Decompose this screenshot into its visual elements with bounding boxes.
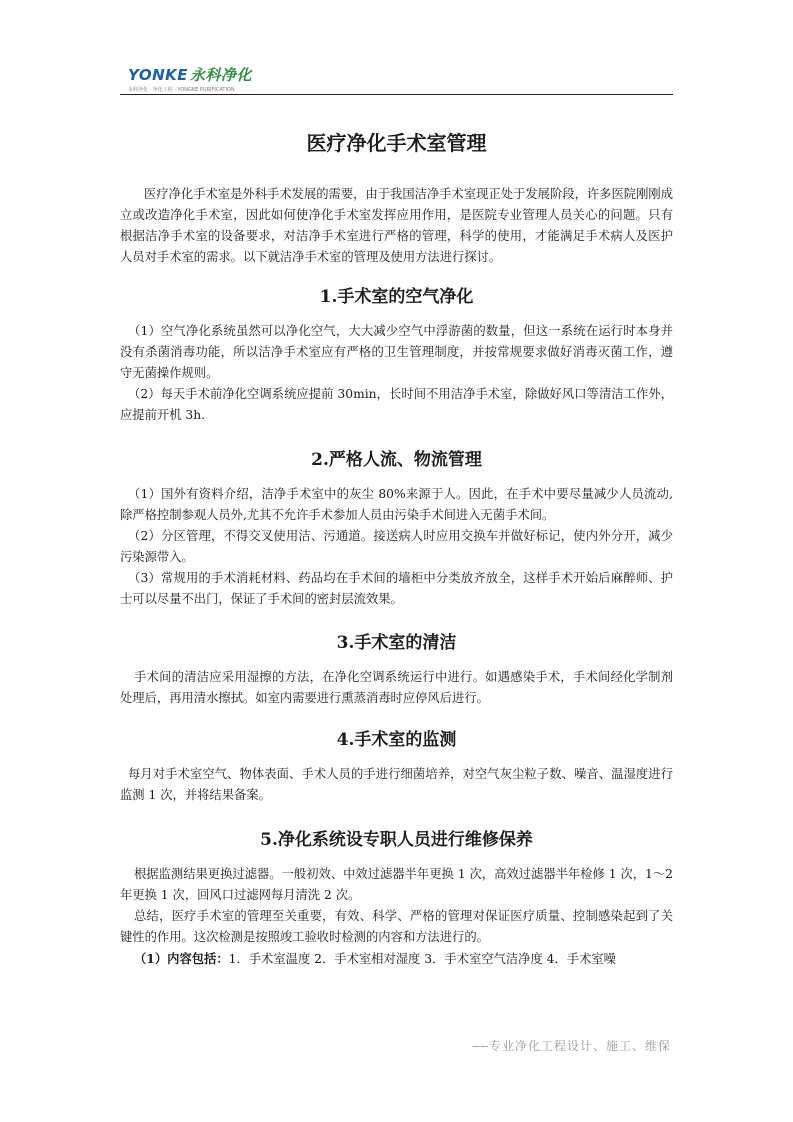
page-header xyxy=(120,60,673,95)
document-body xyxy=(120,126,673,970)
section-2-paragraph-3: （3）常规用的手术消耗材料、药品均在手术间的墙柜中分类放齐放全，这样手术开始后麻醉师、护士可以尽量不出门，保证了手术间的密封层流效果。 xyxy=(120,571,673,606)
section-5-paragraph-2: 总结，医疗手术室的管理至关重要，有效、科学、严格的管理对保证医疗质量、控制感染起到了关键性的作用。这次检测是按照竣工验收时检测的内容和方法进行的。 xyxy=(120,909,673,944)
section-4-paragraph-1: 每月对手术室空气、物体表面、手术人员的手进行细菌培养，对空气灰尘粒子数、噪音、温湿度进行监测 1 次，并将结果备案。 xyxy=(120,767,673,802)
intro-paragraph: 医疗净化手术室是外科手术发展的需要，由于我国洁净手术室现正处于发展阶段，许多医院刚刚成立或改造净化手术室，因此如何使净化手术室发挥应用作用，是医院专业管理人员关心的问题。只有根据洁净手术室的设备要求，对洁净手术室进行严格的管理，科学的使用，才能满足手术病人及医护人员对手术室的需求。以下就洁净手术室的管理及使用方法进行探讨。 xyxy=(120,187,673,264)
content-list-text: 1．手术室温度 2．手术室相对湿度 3．手术室空气洁净度 4．手术室噪 xyxy=(228,952,616,966)
logo-subtitle: 永科净化 · 净化工程 · YONGKE PURIFICATION xyxy=(128,87,235,93)
section-heading-monitoring: 4.手术室的监测 xyxy=(336,730,457,750)
section-heading-maintenance: 5.净化系统设专职人员进行维修保养 xyxy=(260,830,533,850)
logo-text-en: YONKE xyxy=(128,66,189,84)
section-3-paragraph-1: 手术间的清洁应采用湿擦的方法，在净化空调系统运行中进行。如遇感染手术，手术间经化学制剂处理后，再用清水擦拭。如室内需要进行熏蒸消毒时应停风后进行。 xyxy=(120,670,673,705)
content-list-label: （1）内容包括： xyxy=(134,951,229,966)
footer-tagline: ——专业净化工程设计、施工、维保 xyxy=(472,1039,671,1053)
company-logo xyxy=(128,64,252,93)
logo-text-cn: 永科净化 xyxy=(190,66,253,84)
section-heading-flow-management: 2.严格人流、物流管理 xyxy=(311,450,482,470)
section-1-paragraph-1: （1）空气净化系统虽然可以净化空气，大大减少空气中浮游菌的数量，但这一系统在运行时本身并没有杀菌消毒功能，所以洁净手术室应有严格的卫生管理制度，并按常规要求做好消毒灭菌工作，遵守无菌操作规则。 xyxy=(120,324,673,380)
section-5-paragraph-1: 根据监测结果更换过滤器。一般初效、中效过滤器半年更换 1 次，高效过滤器半年检修 1 次，1～2 年更换 1 次，回风口过滤网每月清洗 2 次。 xyxy=(120,867,673,902)
section-2-paragraph-1: （1）国外有资料介绍，洁净手术室中的灰尘 80%来源于人。因此，在手术中要尽量减少人员流动,除严格控制参观人员外,尤其不允许手术参加人员由污染手术间进入无菌手术间。 xyxy=(120,487,673,522)
document-title: 医疗净化手术室管理 xyxy=(306,131,487,155)
section-1-paragraph-2: （2）每天手术前净化空调系统应提前 30min，长时间不用洁净手术室，除做好风口等清洁工作外，应提前开机 3h. xyxy=(120,387,673,422)
section-5-content-list xyxy=(120,948,673,970)
section-2-paragraph-2: （2）分区管理，不得交叉使用洁、污通道。接送病人时应用交换车并做好标记，使内外分开，减少污染源带入。 xyxy=(120,529,673,564)
section-heading-cleaning: 3.手术室的清洁 xyxy=(336,633,457,653)
section-heading-air-purification: 1.手术室的空气净化 xyxy=(319,287,474,307)
